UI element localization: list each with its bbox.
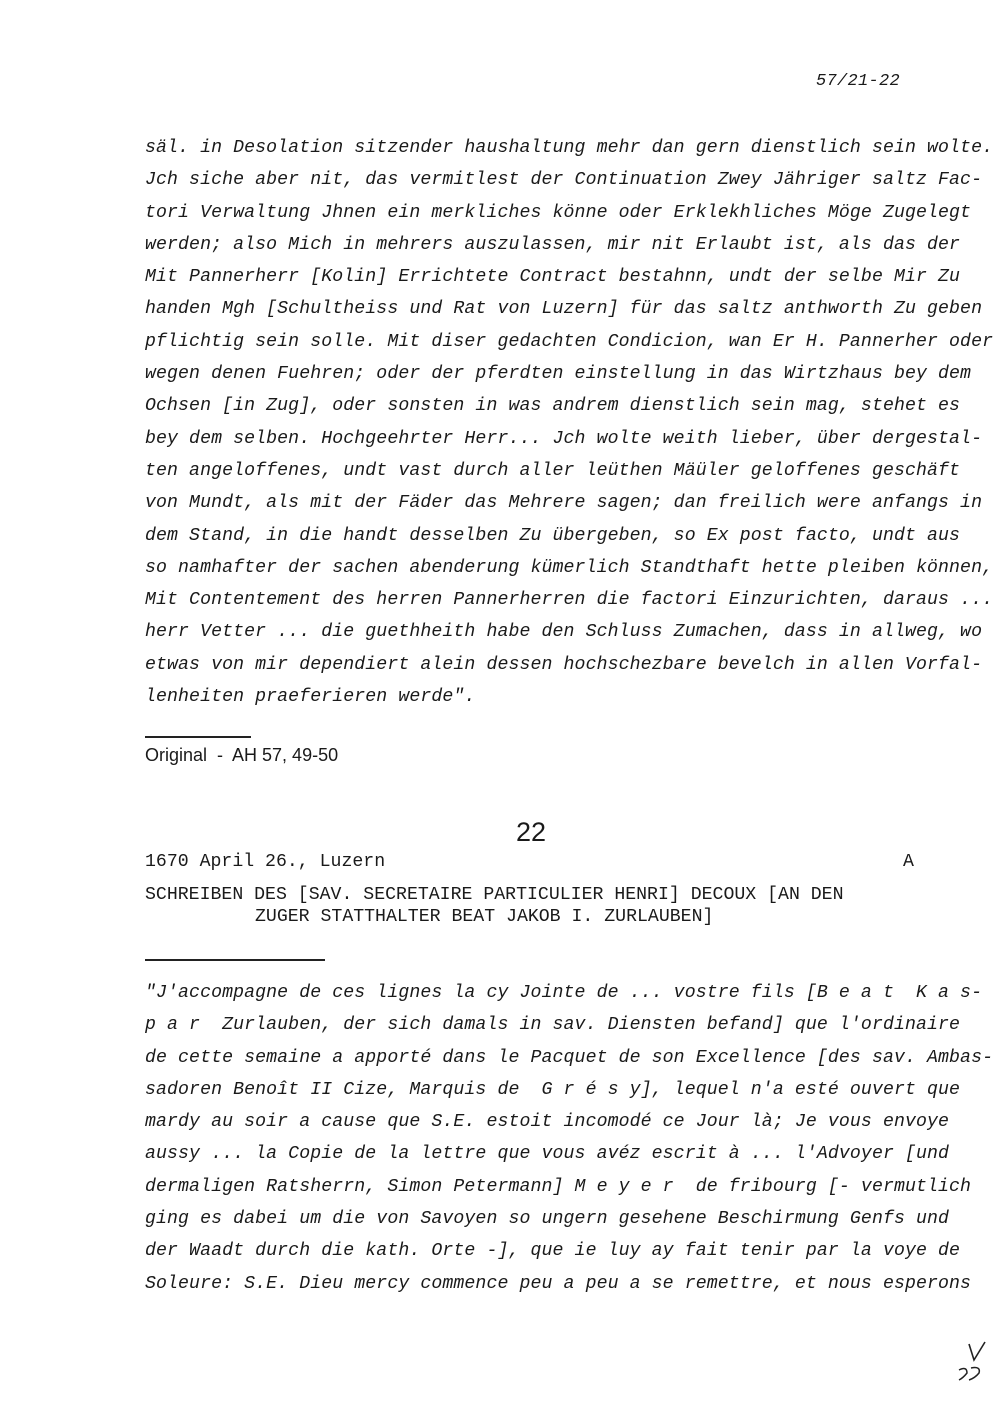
text-line: p a r Zurlauben, der sich damals in sav. Diensten befand] que l'ordinaire — [145, 1015, 961, 1036]
document-number: 22 — [516, 817, 547, 847]
date-place: 1670 April 26., Luzern — [145, 852, 386, 872]
document-title-line-1: SCHREIBEN DES [SAV. SECRETAIRE PARTICULIER HENRI] DECOUX [AN DEN — [145, 885, 844, 905]
text-line: säl. in Desolation sitzender haushaltung mehr dan gern dienstlich sein wolte. — [145, 138, 994, 158]
text-line: dem Stand, in die handt desselben Zu übergeben, so Ex post facto, undt aus — [145, 525, 961, 546]
document-title-line-2: ZUGER STATTHALTER BEAT JAKOB I. ZURLAUBEN] — [255, 907, 714, 927]
text-line: bey dem selben. Hochgeehrter Herr... Jch wolte weith lieber, über dergestal- — [145, 428, 983, 449]
page-number: 57/21-22 — [815, 72, 900, 91]
letter-quote-paragraph — [145, 977, 994, 1300]
text-line: pflichtig sein solle. Mit diser gedachten Condicion, wan Er H. Pannerher oder — [145, 331, 994, 352]
text-line: der Waadt durch die kath. Orte -], que ie luy ay fait tenir par la voye de — [145, 1241, 961, 1262]
source-note: Original - AH 57, 49-50 — [145, 745, 339, 765]
text-line: aussy ... la Copie de la lettre que vous avéz escrit à ... l'Advoyer [und — [145, 1144, 950, 1165]
text-line: lenheiten praeferieren werde". — [145, 687, 476, 708]
text-line: de cette semaine a apporté dans le Pacquet de son Excellence [des sav. Ambas- — [145, 1047, 994, 1068]
text-line: dermaligen Ratsherrn, Simon Petermann] M e y e r de fribourg [- vermutlich — [145, 1176, 972, 1197]
text-line: ging es dabei um die von Savoyen so ungern gesehene Beschirmung Genfs und — [145, 1209, 950, 1230]
text-line: sadoren Benoît II Cize, Marquis de G r é s y], lequel n'a esté ouvert que — [145, 1079, 961, 1100]
text-line: Mit Pannerherr [Kolin] Errichtete Contract bestahnn, undt der selbe Mir Zu — [145, 267, 961, 288]
text-line: von Mundt, als mit der Fäder das Mehrere sagen; dan freilich were anfangs in — [145, 493, 983, 514]
text-line: herr Vetter ... die guethheith habe den Schluss Zumachen, dass in allweg, wo — [145, 622, 983, 643]
text-line: wegen denen Fuehren; oder der pferdten einstellung in das Wirtzhaus bey dem — [145, 364, 972, 385]
title-divider — [145, 959, 325, 961]
handwritten-check-mark-icon — [955, 1340, 995, 1390]
text-line: ten angeloffenes, undt vast durch aller leüthen Mäüler geloffenes geschäft — [145, 460, 961, 481]
text-line: "J'accompagne de ces lignes la cy Jointe de ... vostre fils [B e a t K a s- — [145, 983, 983, 1003]
text-line: handen Mgh [Schultheiss und Rat von Luzern] für das saltz anthworth Zu geben — [145, 299, 983, 320]
text-line: mardy au soir a cause que S.E. estoit incomodé ce Jour là; Je vous envoye — [145, 1112, 950, 1133]
footnote-divider — [145, 736, 251, 738]
text-line: so namhafter der sachen abenderung kümerlich Standthaft hette pleiben können, — [145, 557, 994, 578]
sigla: A — [903, 852, 914, 872]
text-line: etwas von mir dependiert alein dessen hochschezbare bevelch in allen Vorfal- — [145, 654, 983, 675]
text-line: Jch siche aber nit, das vermitlest der Continuation Zwey Jähriger saltz Fac- — [145, 170, 983, 191]
text-line: Soleure: S.E. Dieu mercy commence peu a peu a se remettre, et nous esperons — [145, 1273, 972, 1294]
text-line: werden; also Mich in mehrers auszulassen, mir nit Erlaubt ist, als das der — [145, 234, 961, 255]
text-line: tori Verwaltung Jhnen ein merkliches könne oder Erklekhliches Möge Zugelegt — [145, 202, 972, 223]
text-line: Mit Contentement des herren Pannerherren die factori Einzurichten, daraus ... — [145, 590, 994, 611]
letter-continuation-paragraph — [145, 132, 994, 713]
text-line: Ochsen [in Zug], oder sonsten in was andrem dienstlich sein mag, stehet es — [145, 396, 961, 417]
